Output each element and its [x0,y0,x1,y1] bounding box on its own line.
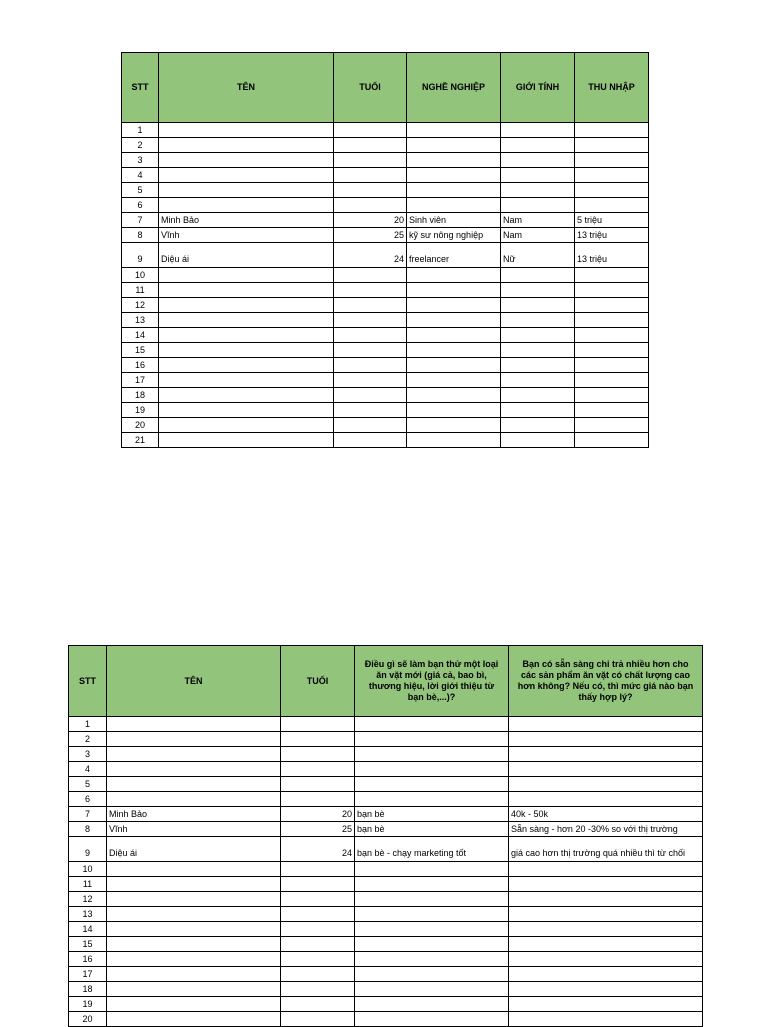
table-cell[interactable]: 3 [69,747,107,762]
table-cell[interactable] [334,268,407,283]
table-row [122,403,649,418]
table-cell[interactable]: 1 [69,717,107,732]
col-header-age: TUỔI [334,53,407,123]
table-cell[interactable]: 6 [69,792,107,807]
table-row [69,952,703,967]
table-cell[interactable] [355,952,509,967]
table-cell[interactable] [501,138,575,153]
table-cell[interactable] [334,153,407,168]
table-cell[interactable]: Minh Bảo [159,213,334,228]
table-cell[interactable] [334,418,407,433]
table-cell[interactable] [501,373,575,388]
table-row [69,877,703,892]
table-cell[interactable]: 17 [122,373,159,388]
table-cell[interactable] [575,183,649,198]
table-cell[interactable] [281,892,355,907]
table-cell[interactable]: 13 [122,313,159,328]
table-row [69,937,703,952]
table-cell[interactable]: Nam [501,228,575,243]
col-header-stt: STT [122,53,159,123]
table-row [69,732,703,747]
table-cell[interactable] [575,418,649,433]
table-cell[interactable]: 12 [122,298,159,313]
table-cell[interactable] [159,343,334,358]
table-cell[interactable] [407,343,501,358]
table-cell[interactable]: Minh Bảo [107,807,281,822]
table-cell[interactable] [355,922,509,937]
table-cell[interactable] [334,298,407,313]
table-cell[interactable]: 6 [122,198,159,213]
table-cell[interactable] [501,403,575,418]
table-cell[interactable] [281,967,355,982]
table-cell[interactable] [107,937,281,952]
col-header-name: TÊN [159,53,334,123]
table-cell[interactable]: 15 [69,937,107,952]
table-cell[interactable] [355,762,509,777]
table-cell[interactable] [407,153,501,168]
table-cell[interactable] [355,717,509,732]
table-cell[interactable] [107,952,281,967]
table-cell[interactable] [355,862,509,877]
table-cell[interactable] [159,153,334,168]
table-cell[interactable] [501,298,575,313]
table-cell[interactable]: 16 [122,358,159,373]
table-cell[interactable]: 10 [122,268,159,283]
table-cell[interactable]: 2 [122,138,159,153]
table-cell[interactable] [159,198,334,213]
table-cell[interactable] [509,907,703,922]
table-cell[interactable]: kỹ sư nông nghiệp [407,228,501,243]
table-cell[interactable] [407,403,501,418]
table-cell[interactable] [281,747,355,762]
table-cell[interactable] [355,732,509,747]
table-cell[interactable]: Diệu ái [107,837,281,862]
table-row [122,138,649,153]
table-cell[interactable] [575,123,649,138]
table-cell[interactable] [501,123,575,138]
table-row [69,762,703,777]
table-cell[interactable]: 14 [122,328,159,343]
table-row [122,183,649,198]
table-cell[interactable] [107,967,281,982]
table-cell[interactable] [501,168,575,183]
table-cell[interactable] [509,952,703,967]
table-row [122,433,649,448]
table-cell[interactable]: Diệu ái [159,243,334,268]
table-row [69,1012,703,1027]
table-cell[interactable] [159,138,334,153]
table-cell[interactable] [107,982,281,997]
table-row [69,777,703,792]
table-cell[interactable] [407,433,501,448]
table-cell[interactable]: 19 [69,997,107,1012]
table-cell[interactable] [159,328,334,343]
table-row [122,213,649,228]
table-cell[interactable]: 5 [69,777,107,792]
table-row [69,922,703,937]
table-row [122,328,649,343]
table-cell[interactable] [355,792,509,807]
table-cell[interactable] [501,313,575,328]
table-cell[interactable]: Sinh viên [407,213,501,228]
table-cell[interactable]: bạn bè - chạy marketing tốt [355,837,509,862]
table-row [69,862,703,877]
col-header-try-new-snack: Điều gì sẽ làm bạn thử một loại ăn vặt mới (giá cả, bao bì, thương hiệu, lời giới thiệu từ bạn bè,...)? [355,646,509,717]
table-cell[interactable] [355,907,509,922]
table-row [122,153,649,168]
table-cell[interactable] [355,937,509,952]
table-cell[interactable] [501,283,575,298]
table-row [69,997,703,1012]
table-cell[interactable]: 18 [69,982,107,997]
table-cell[interactable] [159,283,334,298]
table-cell[interactable] [334,358,407,373]
table-cell[interactable] [509,777,703,792]
table-cell[interactable] [407,298,501,313]
table-cell[interactable]: Vĩnh [107,822,281,837]
table-cell[interactable]: bạn bè [355,822,509,837]
table-cell[interactable] [509,997,703,1012]
header-row [122,53,649,123]
table-cell[interactable] [281,862,355,877]
table-cell[interactable] [107,907,281,922]
table-cell[interactable] [407,373,501,388]
table-row [122,298,649,313]
table-cell[interactable]: 13 triệu [575,228,649,243]
table-cell[interactable] [501,343,575,358]
table-cell[interactable]: 3 [122,153,159,168]
table-cell[interactable] [355,777,509,792]
table-cell[interactable]: 12 [69,892,107,907]
table-cell[interactable] [407,268,501,283]
table-cell[interactable]: 20 [122,418,159,433]
table-cell[interactable]: giá cao hơn thị trường quá nhiều thì từ chối [509,837,703,862]
table-row [122,343,649,358]
table-cell[interactable]: 15 [122,343,159,358]
table-cell[interactable]: 8 [122,228,159,243]
table-cell[interactable]: 14 [69,922,107,937]
table-cell[interactable] [334,328,407,343]
table-row [122,418,649,433]
table-cell[interactable] [509,762,703,777]
table-cell[interactable] [107,877,281,892]
table-cell[interactable] [407,138,501,153]
table-cell[interactable]: 19 [122,403,159,418]
table-cell[interactable]: 11 [69,877,107,892]
table-cell[interactable] [159,268,334,283]
table-cell[interactable] [501,418,575,433]
table-cell[interactable]: Nữ [501,243,575,268]
table-cell[interactable] [501,198,575,213]
header-row [69,646,703,717]
table-cell[interactable] [509,967,703,982]
table-cell[interactable]: 7 [122,213,159,228]
table-cell[interactable] [355,892,509,907]
table-row [122,198,649,213]
table-cell[interactable] [501,358,575,373]
table-cell[interactable] [159,403,334,418]
table-cell[interactable] [575,168,649,183]
table-cell[interactable] [107,922,281,937]
table-cell[interactable] [334,138,407,153]
table-cell[interactable]: 20 [69,1012,107,1027]
table-cell[interactable] [575,373,649,388]
table-row [122,313,649,328]
col-header-income: THU NHẬP [575,53,649,123]
table-row [122,123,649,138]
table-cell[interactable] [575,268,649,283]
table-row [122,358,649,373]
table-cell[interactable] [334,388,407,403]
table-cell[interactable] [509,747,703,762]
table-cell[interactable]: 4 [122,168,159,183]
table-row [122,373,649,388]
table-cell[interactable] [575,298,649,313]
table-cell[interactable] [501,183,575,198]
survey-table [68,645,703,1027]
table-cell[interactable] [281,1012,355,1027]
table-row [122,283,649,298]
table-cell[interactable] [334,433,407,448]
table-cell[interactable] [334,198,407,213]
table-cell[interactable] [501,268,575,283]
table-cell[interactable] [107,717,281,732]
table-cell[interactable]: 20 [281,807,355,822]
table-row [69,717,703,732]
table-cell[interactable]: 24 [281,837,355,862]
table-cell[interactable] [281,922,355,937]
table-cell[interactable] [355,877,509,892]
table-cell[interactable] [281,982,355,997]
table-cell[interactable]: freelancer [407,243,501,268]
table-cell[interactable]: 5 [122,183,159,198]
table-cell[interactable] [159,358,334,373]
table-cell[interactable]: 4 [69,762,107,777]
table-row [69,792,703,807]
table-row [69,837,703,862]
col-header-stt: STT [69,646,107,717]
table-cell[interactable] [407,328,501,343]
table-cell[interactable] [501,328,575,343]
table-cell[interactable] [159,123,334,138]
table-row [69,822,703,837]
table-cell[interactable] [407,418,501,433]
table-cell[interactable]: 7 [69,807,107,822]
table-row [69,907,703,922]
table-cell[interactable]: 24 [334,243,407,268]
col-header-pay-more: Bạn có sẵn sàng chi trả nhiều hơn cho các sản phẩm ăn vặt có chất lượng cao hơn không? Nếu có, thì mức giá nào bạn thấy hợp lý? [509,646,703,717]
table-cell[interactable]: Sẵn sàng - hơn 20 -30% so với thị trường [509,822,703,837]
table-cell[interactable] [355,997,509,1012]
table-cell[interactable]: 5 triệu [575,213,649,228]
table-cell[interactable] [501,433,575,448]
table-cell[interactable] [509,982,703,997]
table-cell[interactable] [281,997,355,1012]
table-cell[interactable] [509,1012,703,1027]
table-cell[interactable]: 9 [69,837,107,862]
table-cell[interactable] [334,403,407,418]
table-cell[interactable] [107,1012,281,1027]
table-cell[interactable]: 13 [69,907,107,922]
table-cell[interactable] [407,198,501,213]
col-header-age: TUỔI [281,646,355,717]
table-cell[interactable] [575,433,649,448]
table-row [69,982,703,997]
table-cell[interactable]: 8 [69,822,107,837]
table-cell[interactable]: 9 [122,243,159,268]
table-cell[interactable] [281,762,355,777]
table-cell[interactable]: Vĩnh [159,228,334,243]
table-cell[interactable] [107,732,281,747]
table-cell[interactable] [334,183,407,198]
table-cell[interactable] [159,168,334,183]
table-cell[interactable] [281,792,355,807]
table-cell[interactable] [407,358,501,373]
table-cell[interactable] [575,403,649,418]
profile-table [121,52,649,448]
table-row [69,967,703,982]
table-cell[interactable] [334,373,407,388]
table-cell[interactable] [107,747,281,762]
table-cell[interactable]: 25 [281,822,355,837]
table-cell[interactable] [334,343,407,358]
table-cell[interactable] [509,937,703,952]
table-cell[interactable] [107,862,281,877]
table-cell[interactable] [575,138,649,153]
table-cell[interactable] [501,388,575,403]
table-cell[interactable] [501,153,575,168]
table-cell[interactable] [407,313,501,328]
table-cell[interactable] [575,328,649,343]
table-cell[interactable] [575,283,649,298]
table-cell[interactable]: 13 triệu [575,243,649,268]
table-cell[interactable] [575,313,649,328]
table-row [122,243,649,268]
table-row [69,747,703,762]
table-cell[interactable] [107,892,281,907]
table-cell[interactable] [107,777,281,792]
table-cell[interactable] [509,717,703,732]
table-row [69,807,703,822]
table-cell[interactable] [509,877,703,892]
table-cell[interactable]: bạn bè [355,807,509,822]
table-cell[interactable]: 21 [122,433,159,448]
table-cell[interactable] [509,792,703,807]
table-cell[interactable]: 10 [69,862,107,877]
table-cell[interactable]: 17 [69,967,107,982]
col-header-name: TÊN [107,646,281,717]
table-cell[interactable] [407,283,501,298]
table-cell[interactable]: 1 [122,123,159,138]
table-cell[interactable] [281,732,355,747]
table-cell[interactable] [281,777,355,792]
table-cell[interactable] [355,1012,509,1027]
table-row [122,268,649,283]
table-cell[interactable] [575,343,649,358]
table-cell[interactable] [509,862,703,877]
table-cell[interactable] [575,198,649,213]
table-cell[interactable] [281,952,355,967]
table-cell[interactable] [281,907,355,922]
table-cell[interactable] [159,388,334,403]
table-cell[interactable] [334,168,407,183]
table-cell[interactable] [159,183,334,198]
table-cell[interactable] [281,877,355,892]
col-header-occupation: NGHỀ NGHIỆP [407,53,501,123]
table-cell[interactable] [334,313,407,328]
table-cell[interactable] [407,168,501,183]
table-cell[interactable] [159,373,334,388]
table-row [122,228,649,243]
table-cell[interactable] [575,358,649,373]
table-cell[interactable] [509,732,703,747]
table-cell[interactable] [575,153,649,168]
table-cell[interactable] [407,183,501,198]
col-header-gender: GIỚI TÍNH [501,53,575,123]
table-cell[interactable] [355,967,509,982]
table-cell[interactable] [159,433,334,448]
table-cell[interactable]: 20 [334,213,407,228]
table-cell[interactable] [355,982,509,997]
table-row [122,168,649,183]
table-cell[interactable] [407,388,501,403]
table-cell[interactable] [407,123,501,138]
table-row [122,388,649,403]
table-cell[interactable] [159,298,334,313]
table-cell[interactable]: Nam [501,213,575,228]
table-cell[interactable] [107,792,281,807]
table-cell[interactable]: 16 [69,952,107,967]
table-cell[interactable] [575,388,649,403]
table-cell[interactable]: 2 [69,732,107,747]
table-cell[interactable] [509,922,703,937]
table-cell[interactable]: 25 [334,228,407,243]
table-cell[interactable] [159,313,334,328]
table-cell[interactable] [509,892,703,907]
table-cell[interactable] [281,937,355,952]
table-cell[interactable] [281,717,355,732]
table-cell[interactable]: 11 [122,283,159,298]
table-cell[interactable] [355,747,509,762]
table-cell[interactable]: 40k - 50k [509,807,703,822]
table-row [69,892,703,907]
table-cell[interactable] [334,283,407,298]
table-cell[interactable] [107,997,281,1012]
table-cell[interactable] [107,762,281,777]
table-cell[interactable] [334,123,407,138]
table-cell[interactable] [159,418,334,433]
table-cell[interactable]: 18 [122,388,159,403]
